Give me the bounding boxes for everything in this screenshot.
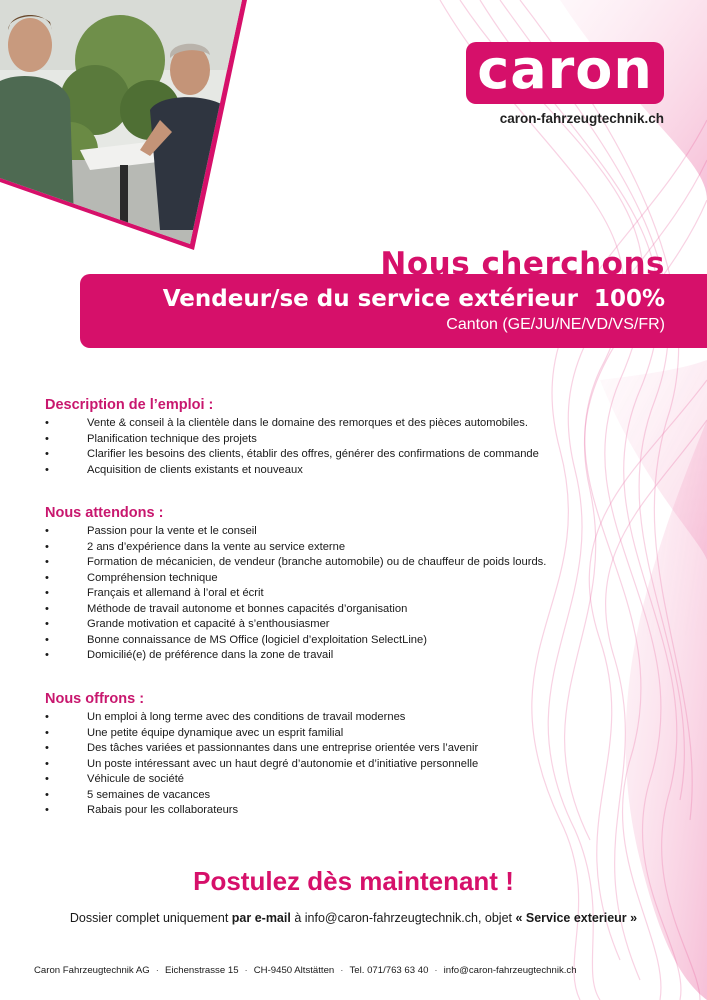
bullet-icon: • (45, 773, 49, 785)
list-item-text: Français et allemand à l’oral et écrit (87, 587, 264, 599)
list-item-text: Méthode de travail autonome et bonnes capacités d’organisation (87, 602, 408, 615)
dossier-email: à info@caron-fahrzeugtechnik.ch, objet (290, 911, 516, 925)
bullet-icon: • (45, 571, 49, 584)
list-item-text: Formation de mécanicien, de vendeur (branche automobile) ou de chauffeur de poids lourds. (87, 556, 547, 568)
footer-company: Caron Fahrzeugtechnik AG (34, 965, 150, 976)
list-item-text: Une petite équipe dynamique avec un esprit familial (87, 726, 344, 739)
list-item-text: Véhicule de société (87, 773, 185, 785)
list-item (45, 617, 645, 633)
footer (34, 965, 674, 976)
bullet-icon: • (45, 711, 49, 723)
section-description (45, 397, 645, 478)
application-instructions (0, 911, 707, 925)
list-item (45, 803, 645, 819)
list-item (45, 571, 645, 587)
website-label: caron-fahrzeugtechnik.ch (499, 111, 664, 126)
bullet-icon: • (45, 742, 49, 754)
list-item-text: Passion pour la vente et le conseil (87, 525, 257, 537)
list-item (45, 648, 645, 664)
bullet-icon: • (45, 587, 49, 599)
list-item (45, 540, 645, 556)
bullet-icon: • (45, 618, 49, 630)
list-item (45, 416, 645, 432)
bullet-list (45, 524, 645, 664)
bullet-icon: • (45, 804, 49, 816)
bullet-icon: • (45, 525, 49, 537)
list-item-text: Domicilié(e) de préférence dans la zone de travail (87, 649, 334, 661)
section-title: Description de l’emploi : (45, 397, 214, 413)
list-item-text: Un poste intéressant avec un haut degré d’autonomie et d’initiative personnelle (87, 757, 479, 770)
list-item (45, 602, 645, 618)
section-title: Nous offrons : (45, 691, 145, 707)
section-title: Nous attendons : (45, 505, 164, 521)
bullet-icon: • (45, 726, 49, 739)
bullet-icon: • (45, 540, 49, 553)
caron-logo: caron (466, 42, 664, 104)
list-item (45, 586, 645, 602)
list-item-text: Rabais pour les collaborateurs (87, 804, 239, 816)
footer-street: Eichenstrasse 15 (164, 965, 239, 976)
section-offrons (45, 691, 645, 819)
bullet-icon: • (45, 417, 49, 429)
list-item-text: Bonne connaissance de MS Office (logiciel d’exploitation SelectLine) (87, 633, 427, 646)
list-item-text: 2 ans d’expérience dans la vente au service externe (87, 540, 346, 553)
list-item (45, 555, 645, 571)
list-item (45, 710, 645, 726)
footer-separator: · (244, 965, 248, 976)
bullet-list (45, 416, 645, 478)
list-item (45, 772, 645, 788)
bullet-icon: • (45, 757, 49, 770)
bullet-icon: • (45, 556, 49, 568)
list-item (45, 463, 645, 479)
dossier-prefix: Dossier complet uniquement (69, 911, 232, 925)
footer-email: info@caron-fahrzeugtechnik.ch (443, 965, 577, 976)
list-item (45, 757, 645, 773)
footer-city: CH-9450 Altstätten (253, 965, 335, 976)
list-item-text: Un emploi à long terme avec des conditions de travail modernes (87, 711, 406, 723)
list-item-text: Grande motivation et capacité à s’enthousiasmer (87, 618, 330, 630)
dossier-subject: « Service exterieur » (515, 911, 638, 925)
list-item (45, 432, 645, 448)
bullet-icon: • (45, 463, 49, 476)
list-item-text: Acquisition de clients existants et nouveaux (87, 463, 303, 476)
list-item-text: Clarifier les besoins des clients, établir des offres, générer des confirmations de commande (87, 448, 539, 460)
bullet-icon: • (45, 649, 49, 661)
section-attendons (45, 505, 645, 664)
job-title: Vendeur/se du service extérieur 100% (162, 286, 665, 312)
list-item (45, 741, 645, 757)
list-item-text: Des tâches variées et passionnantes dans une entreprise orientée vers l’avenir (87, 742, 479, 754)
bullet-list (45, 710, 645, 819)
list-item (45, 447, 645, 463)
list-item (45, 524, 645, 540)
footer-separator: · (340, 965, 344, 976)
two-men-reviewing-document-photo (0, 0, 260, 255)
bullet-icon: • (45, 602, 49, 615)
list-item (45, 633, 645, 649)
bullet-icon: • (45, 448, 49, 460)
list-item-text: Compréhension technique (87, 571, 218, 584)
call-to-action: Postulez dès maintenant ! (193, 866, 514, 896)
list-item-text: 5 semaines de vacances (87, 788, 211, 801)
dossier-method: par e-mail (231, 911, 291, 925)
footer-separator: · (434, 965, 438, 976)
footer-separator: · (155, 965, 159, 976)
job-location: Canton (GE/JU/NE/VD/VS/FR) (446, 316, 665, 333)
list-item (45, 788, 645, 804)
list-item-text: Planification technique des projets (87, 432, 257, 445)
list-item-text: Vente & conseil à la clientèle dans le domaine des remorques et des pièces automobiles. (87, 417, 528, 429)
bullet-icon: • (45, 633, 49, 646)
bullet-icon: • (45, 432, 49, 445)
bullet-icon: • (45, 788, 49, 801)
headline: Nous cherchons (380, 246, 665, 282)
list-item (45, 726, 645, 742)
footer-phone: Tel. 071/763 63 40 (349, 965, 429, 976)
